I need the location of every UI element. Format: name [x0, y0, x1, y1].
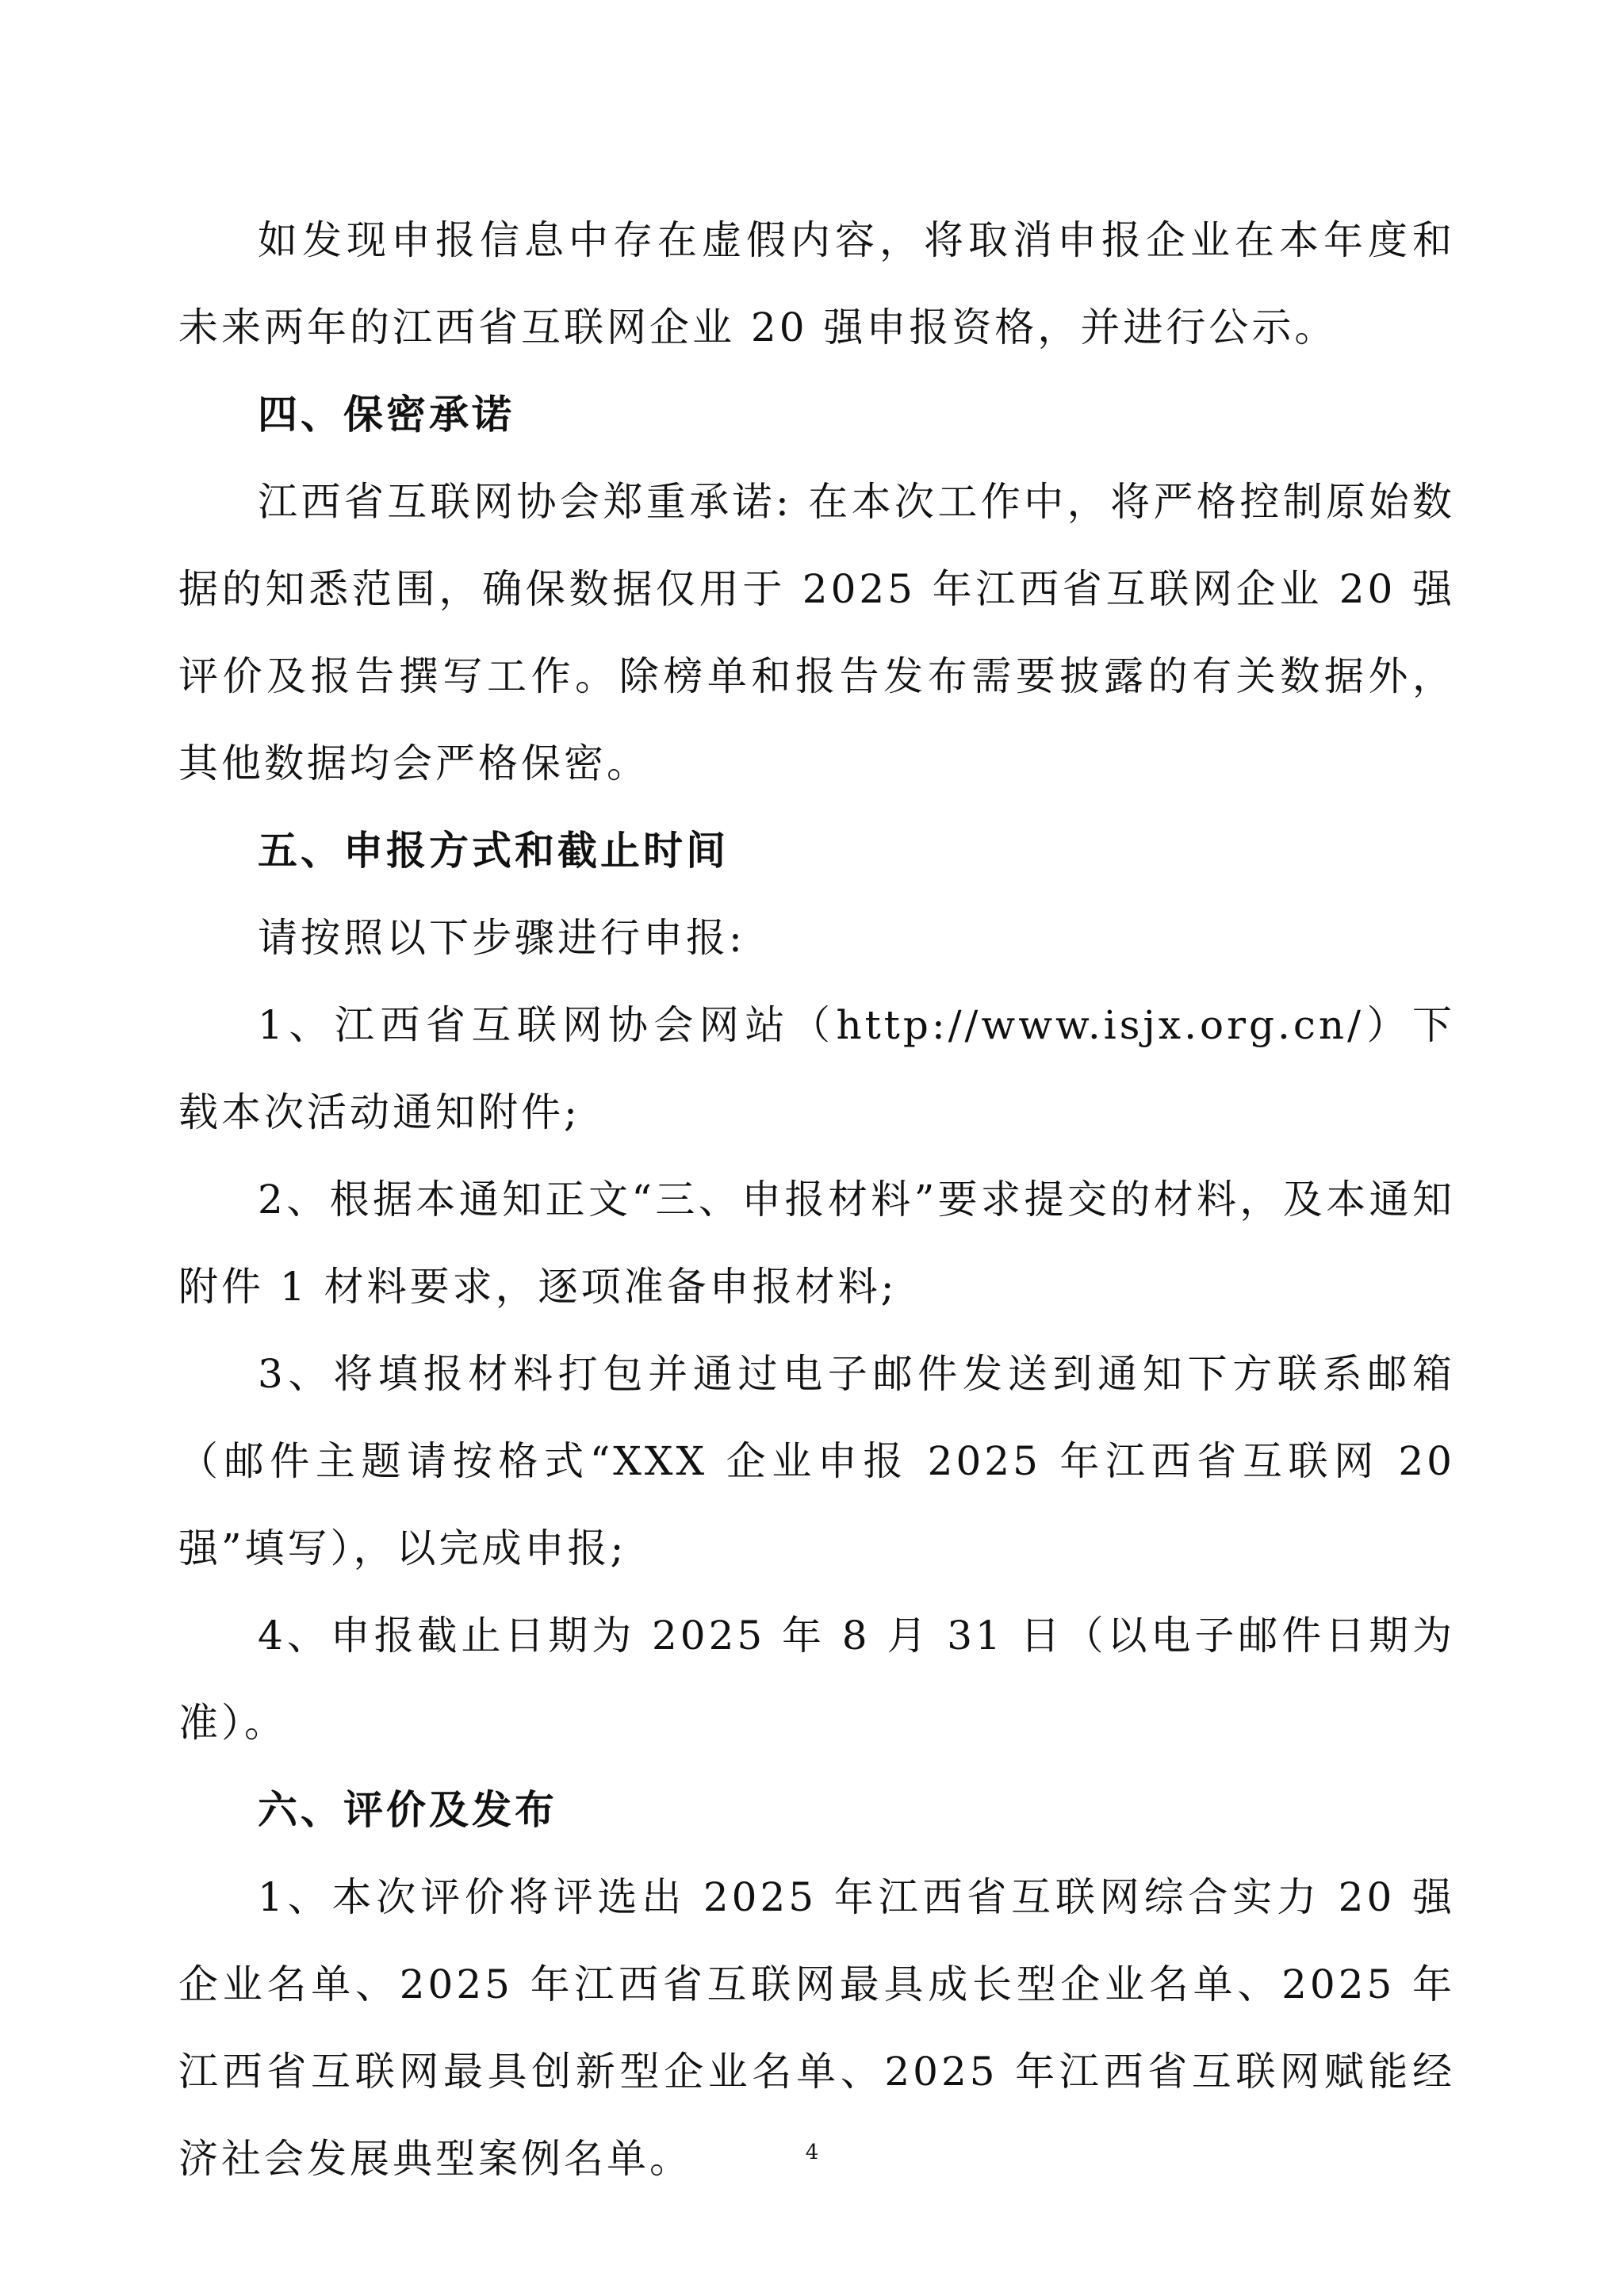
section-heading-evaluation: 六、评价及发布 [258, 1787, 557, 1833]
document-body [178, 197, 1455, 2202]
section-heading-submission: 五、申报方式和截止时间 [258, 828, 729, 874]
step-1: 1、江西省互联网协会网站（http://www.isjx.org.cn/）下载本次活动通知附件; [178, 1002, 1455, 1135]
section-heading-confidentiality: 四、保密承诺 [258, 392, 515, 438]
step-3: 3、将填报材料打包并通过电子邮件发送到通知下方联系邮箱（邮件主题请按格式“XXX 企业申报 2025 年江西省互联网 20 强”填写），以完成申报; [178, 1351, 1455, 1571]
paragraph-steps-intro: 请按照以下步骤进行申报: [258, 915, 745, 961]
step-2: 2、根据本通知正文“三、申报材料”要求提交的材料，及本通知附件 1 材料要求，逐项准备申报材料; [178, 1177, 1455, 1310]
step-4: 4、申报截止日期为 2025 年 8 月 31 日（以电子邮件日期为准）。 [178, 1613, 1455, 1746]
page-number: 4 [805, 2141, 819, 2164]
paragraph-evaluation: 1、本次评价将评选出 2025 年江西省互联网综合实力 20 强企业名单、2025 年江西省互联网最具成长型企业名单、2025 年江西省互联网最具创新型企业名单、2025 年江西省互联网赋能经济社会发展典型案例名单。 [178, 1874, 1455, 2182]
paragraph-confidentiality: 江西省互联网协会郑重承诺: 在本次工作中，将严格控制原始数据的知悉范围，确保数据仅用于 2025 年江西省互联网企业 20 强评价及报告撰写工作。除榜单和报告发布需要披露的有关数据外，其他数据均会严格保密。 [178, 479, 1455, 786]
paragraph-false-info: 如发现申报信息中存在虚假内容，将取消申报企业在本年度和未来两年的江西省互联网企业 20 强申报资格，并进行公示。 [178, 217, 1455, 350]
